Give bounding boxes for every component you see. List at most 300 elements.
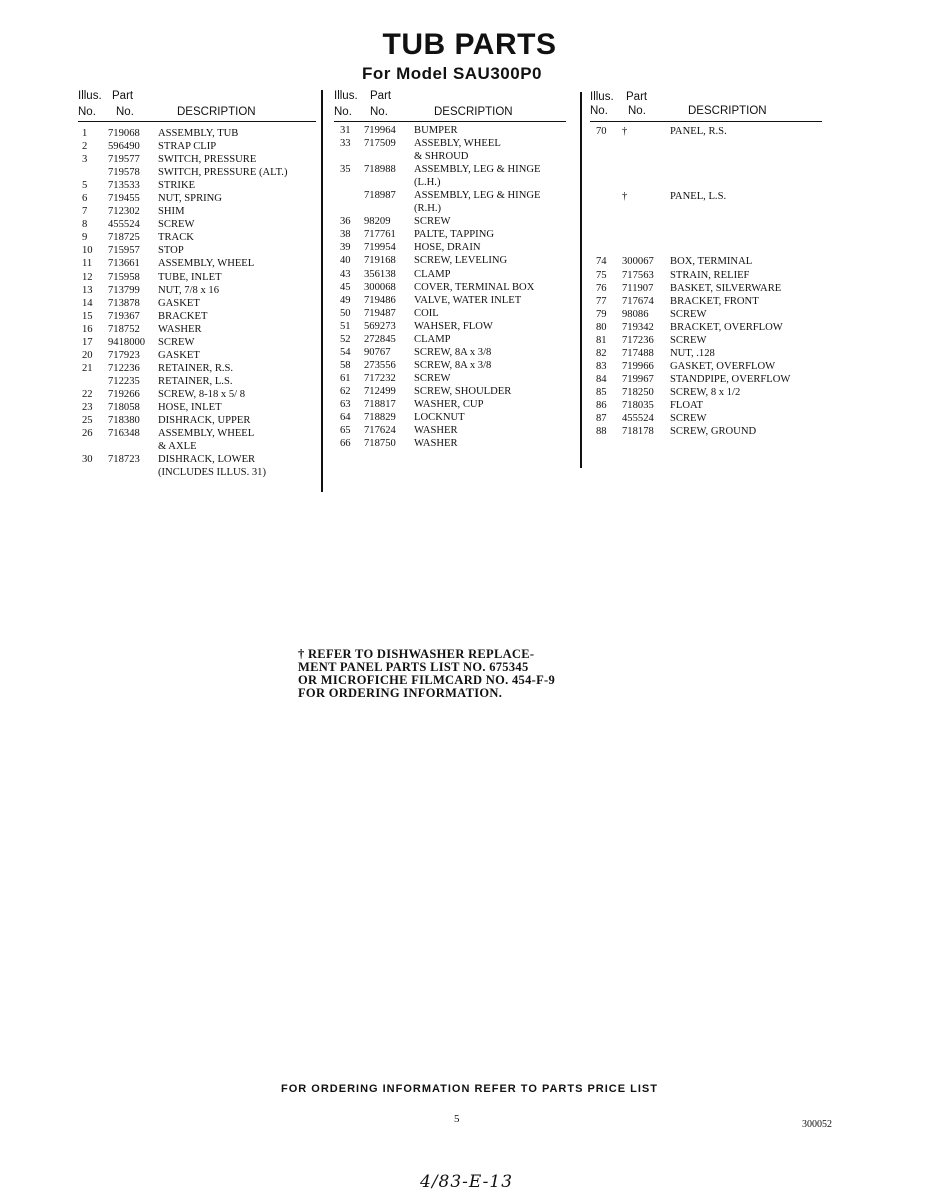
illus-number: 14	[82, 297, 93, 309]
table-row	[334, 177, 574, 190]
table-row	[78, 298, 318, 311]
part-number: 719068	[108, 128, 140, 139]
illus-number: 64	[340, 412, 351, 424]
part-description: WAHSER, FLOW	[414, 320, 493, 332]
part-number: 712235	[108, 375, 140, 387]
part-description: SCREW, 8A x 3/8	[414, 359, 492, 371]
header-part: Part	[370, 90, 392, 102]
illus-number: 58	[340, 359, 351, 371]
table-row	[590, 126, 830, 139]
illus-number: 36	[340, 216, 351, 228]
part-description: WASHER, CUP	[414, 398, 484, 410]
part-number: 719455	[108, 193, 140, 205]
header-description: DESCRIPTION	[177, 106, 256, 118]
part-number: 717488	[622, 347, 654, 359]
part-number: 717674	[622, 295, 654, 307]
part-description: STRAP CLIP	[158, 141, 217, 153]
table-row	[590, 413, 830, 426]
illus-number: 62	[340, 385, 351, 397]
table-row	[78, 337, 318, 350]
part-description: PALTE, TAPPING	[414, 229, 494, 241]
header-illus: Illus.	[590, 91, 614, 103]
parts-column-3	[590, 88, 830, 439]
illus-number: 16	[82, 323, 93, 335]
part-description: (R.H.)	[414, 203, 442, 215]
part-description: WASHER	[158, 323, 202, 335]
part-description: NUT, 7/8 x 16	[158, 284, 220, 296]
part-number: †	[622, 126, 628, 137]
table-row	[78, 350, 318, 363]
table-row	[78, 324, 318, 337]
part-number: 718380	[108, 415, 140, 427]
part-number: 712236	[108, 362, 140, 374]
part-description: COVER, TERMINAL BOX	[414, 281, 535, 293]
part-description: CLAMP	[414, 268, 451, 280]
illus-number: 7	[82, 206, 88, 218]
part-description: BRACKET, FRONT	[670, 295, 759, 307]
illus-number: 38	[340, 229, 351, 241]
illus-number: 88	[596, 426, 607, 438]
header-part-no: No.	[370, 106, 388, 118]
part-number: 718058	[108, 401, 140, 413]
table-row	[590, 296, 830, 309]
part-number: 273556	[364, 359, 396, 371]
illus-number: 20	[82, 349, 93, 361]
part-description: SWITCH, PRESSURE (ALT.)	[158, 167, 288, 179]
illus-number: 40	[340, 255, 351, 267]
illus-number: 61	[340, 372, 351, 384]
part-description: STANDPIPE, OVERFLOW	[670, 373, 791, 385]
illus-number: 80	[596, 321, 607, 333]
table-row	[590, 283, 830, 296]
ordering-footer: FOR ORDERING INFORMATION REFER TO PARTS PRICE LIST	[281, 1083, 658, 1095]
column-header	[590, 88, 830, 122]
table-row	[334, 216, 574, 229]
table-row	[590, 139, 830, 152]
illus-number: 21	[82, 362, 93, 374]
table-row	[590, 191, 830, 204]
part-number: 569273	[364, 320, 396, 332]
header-part-no: No.	[116, 106, 134, 118]
illus-number: 43	[340, 268, 351, 280]
header-rule	[590, 121, 822, 123]
table-row	[78, 467, 318, 480]
part-description: BRACKET	[158, 310, 208, 322]
illus-number: 25	[82, 415, 93, 427]
part-description: WASHER	[414, 425, 458, 437]
table-row	[334, 373, 574, 386]
table-row	[78, 141, 318, 154]
illus-number: 30	[82, 454, 93, 466]
illus-number: 75	[596, 269, 607, 281]
header-part-no: No.	[628, 105, 646, 117]
part-description: DISHRACK, LOWER	[158, 454, 256, 466]
table-row	[334, 412, 574, 425]
illus-number: 17	[82, 336, 93, 348]
header-illus-no: No.	[334, 106, 352, 118]
part-number: 719577	[108, 154, 140, 166]
illus-number: 81	[596, 334, 607, 346]
part-number: 718829	[364, 412, 396, 424]
table-row	[78, 245, 318, 258]
part-number: 719367	[108, 310, 140, 322]
parts-column-1	[78, 88, 318, 480]
illus-number: 39	[340, 242, 351, 254]
illus-number: 85	[596, 386, 607, 398]
illus-number: 23	[82, 401, 93, 413]
part-description: (L.H.)	[414, 177, 441, 189]
part-description: ASSEMBLY, LEG & HINGE	[414, 190, 541, 202]
illus-number: 82	[596, 347, 607, 359]
table-row	[334, 386, 574, 399]
table-row	[334, 203, 574, 216]
part-description: PANEL, L.S.	[670, 191, 727, 203]
part-number: 718035	[622, 399, 654, 411]
part-number: 719578	[108, 167, 140, 179]
part-number: 719487	[364, 307, 396, 319]
illus-number: 15	[82, 310, 93, 322]
part-description: GASKET	[158, 349, 200, 361]
part-description: SCREW	[158, 336, 195, 348]
table-row	[590, 204, 830, 217]
table-row	[334, 295, 574, 308]
table-row	[78, 428, 318, 441]
part-number: 272845	[364, 333, 396, 345]
part-number: 719954	[364, 242, 396, 254]
part-number: 717232	[364, 372, 396, 384]
illus-number: 51	[340, 320, 351, 332]
table-row	[78, 376, 318, 389]
part-description: SCREW	[414, 216, 451, 228]
part-description: ASSEMBLY, WHEEL	[158, 428, 255, 440]
table-row	[590, 217, 830, 230]
table-row	[590, 374, 830, 387]
illus-number: 74	[596, 256, 607, 268]
parts-rows	[590, 126, 830, 439]
part-number: 719964	[364, 125, 396, 136]
part-number: 455524	[622, 413, 654, 425]
illus-number: 84	[596, 373, 607, 385]
parts-rows	[78, 128, 318, 480]
part-number: 90767	[364, 346, 391, 358]
header-illus: Illus.	[334, 90, 358, 102]
header-illus-no: No.	[78, 106, 96, 118]
part-description: BOX, TERMINAL	[670, 256, 753, 268]
part-number: 356138	[364, 268, 396, 280]
part-description: FLOAT	[670, 399, 703, 411]
table-row	[590, 400, 830, 413]
model-subtitle: For Model SAU300P0	[362, 64, 542, 83]
part-description: SCREW	[158, 219, 195, 231]
illus-number: 13	[82, 284, 93, 296]
part-number: 719967	[622, 373, 654, 385]
replacement-panel-note: † REFER TO DISHWASHER REPLACE- MENT PANEL PARTS LIST NO. 675345 OR MICROFICHE FILMCARD NO. 454-F-9 FOR ORDERING INFORMATION.	[298, 647, 556, 700]
illus-number: 35	[340, 164, 351, 176]
header-illus-no: No.	[590, 105, 608, 117]
part-number: 455524	[108, 219, 140, 231]
table-row	[334, 242, 574, 255]
part-number: †	[622, 191, 628, 203]
part-description: STRIKE	[158, 180, 196, 192]
part-number: 715958	[108, 271, 140, 283]
part-description: RETAINER, R.S.	[158, 362, 234, 374]
part-description: TUBE, INLET	[158, 271, 222, 283]
part-description: BRACKET, OVERFLOW	[670, 321, 783, 333]
part-number: 718752	[108, 323, 140, 335]
table-row	[78, 167, 318, 180]
illus-number: 70	[596, 126, 607, 137]
part-number: 718723	[108, 454, 140, 466]
part-description: SCREW, 8 x 1/2	[670, 386, 741, 398]
table-row	[334, 282, 574, 295]
part-description: NUT, .128	[670, 347, 715, 359]
part-number: 719342	[622, 321, 654, 333]
table-row	[78, 128, 318, 141]
part-description: ASSEMBLY, LEG & HINGE	[414, 164, 541, 176]
page-number: 5	[454, 1113, 460, 1125]
illus-number: 12	[82, 271, 93, 283]
table-row	[334, 425, 574, 438]
part-description: (INCLUDES ILLUS. 31)	[158, 467, 266, 479]
table-row	[334, 125, 574, 138]
table-row	[590, 230, 830, 243]
table-row	[334, 269, 574, 282]
page-title: TUB PARTS	[382, 28, 557, 61]
part-description: STRAIN, RELIEF	[670, 269, 750, 281]
handwritten-code: 4/83-E-13	[420, 1172, 514, 1192]
header-illus: Illus.	[78, 90, 102, 102]
part-description: SCREW	[670, 308, 707, 320]
part-number: 719966	[622, 360, 654, 372]
header-part: Part	[112, 90, 134, 102]
part-description: COIL	[414, 307, 439, 319]
part-description: & SHROUD	[414, 151, 469, 163]
part-description: PANEL, R.S.	[670, 126, 727, 137]
table-row	[334, 255, 574, 268]
illus-number: 6	[82, 193, 88, 205]
table-row	[590, 322, 830, 335]
illus-number: 63	[340, 398, 351, 410]
table-row	[590, 165, 830, 178]
part-description: SCREW	[670, 334, 707, 346]
table-row	[78, 272, 318, 285]
part-description: SCREW, LEVELING	[414, 255, 508, 267]
table-row	[78, 219, 318, 232]
part-description: SCREW, SHOULDER	[414, 385, 512, 397]
header-rule	[78, 121, 316, 123]
part-number: 717509	[364, 138, 396, 150]
illus-number: 2	[82, 141, 88, 153]
part-number: 718987	[364, 190, 396, 202]
table-row	[334, 151, 574, 164]
part-number: 712499	[364, 385, 396, 397]
table-row	[334, 321, 574, 334]
part-number: 98209	[364, 216, 391, 228]
part-number: 719168	[364, 255, 396, 267]
part-number: 718750	[364, 438, 396, 450]
illus-number: 31	[340, 125, 351, 136]
table-row	[78, 441, 318, 454]
illus-number: 10	[82, 245, 93, 257]
table-row	[334, 360, 574, 373]
part-description: SCREW, GROUND	[670, 426, 757, 438]
part-number: 718178	[622, 426, 654, 438]
part-description: BASKET, SILVERWARE	[670, 282, 782, 294]
column-divider	[321, 90, 323, 492]
table-row	[78, 232, 318, 245]
part-number: 712302	[108, 206, 140, 218]
header-part: Part	[626, 91, 648, 103]
table-row	[334, 438, 574, 451]
part-description: ASSEBLY, WHEEL	[414, 138, 501, 150]
part-number: 713533	[108, 180, 140, 192]
document-number: 300052	[802, 1119, 832, 1130]
table-row	[78, 389, 318, 402]
illus-number: 87	[596, 413, 607, 425]
part-description: TRACK	[158, 232, 194, 244]
illus-number: 1	[82, 128, 88, 139]
part-description: SCREW	[670, 413, 707, 425]
illus-number: 9	[82, 232, 88, 244]
illus-number: 76	[596, 282, 607, 294]
part-description: & AXLE	[158, 441, 197, 453]
part-number: 717761	[364, 229, 396, 241]
table-row	[590, 335, 830, 348]
part-description: DISHRACK, UPPER	[158, 415, 251, 427]
table-row	[78, 206, 318, 219]
part-number: 715957	[108, 245, 140, 257]
table-row	[78, 402, 318, 415]
table-row	[590, 256, 830, 269]
table-row	[334, 229, 574, 242]
table-row	[590, 243, 830, 256]
illus-number: 49	[340, 294, 351, 306]
part-description: VALVE, WATER INLET	[414, 294, 522, 306]
table-row	[78, 154, 318, 167]
part-description: HOSE, DRAIN	[414, 242, 481, 254]
illus-number: 83	[596, 360, 607, 372]
column-divider	[580, 92, 582, 468]
table-row	[78, 454, 318, 467]
part-description: HOSE, INLET	[158, 401, 222, 413]
part-description: RETAINER, L.S.	[158, 375, 233, 387]
table-row	[334, 190, 574, 203]
illus-number: 3	[82, 154, 88, 166]
part-number: 718725	[108, 232, 140, 244]
table-row	[590, 426, 830, 439]
part-number: 717923	[108, 349, 140, 361]
table-row	[590, 387, 830, 400]
header-description: DESCRIPTION	[434, 106, 513, 118]
column-header	[78, 88, 318, 122]
header-description: DESCRIPTION	[688, 105, 767, 117]
header-rule	[334, 121, 566, 123]
part-number: 716348	[108, 428, 140, 440]
table-row	[78, 285, 318, 298]
part-description: STOP	[158, 245, 184, 257]
part-description: SHIM	[158, 206, 185, 218]
table-row	[590, 348, 830, 361]
part-number: 717624	[364, 425, 396, 437]
illus-number: 5	[82, 180, 88, 192]
part-description: GASKET, OVERFLOW	[670, 360, 776, 372]
part-description: ASSEMBLY, TUB	[158, 128, 239, 139]
table-row	[590, 152, 830, 165]
part-description: CLAMP	[414, 333, 451, 345]
table-row	[78, 415, 318, 428]
part-number: 300068	[364, 281, 396, 293]
part-number: 711907	[622, 282, 654, 294]
illus-number: 8	[82, 219, 88, 231]
illus-number: 77	[596, 295, 607, 307]
table-row	[590, 178, 830, 191]
part-number: 300067	[622, 256, 654, 268]
part-number: 718250	[622, 386, 654, 398]
part-description: ASSEMBLY, WHEEL	[158, 258, 255, 270]
illus-number: 26	[82, 428, 93, 440]
part-description: SCREW	[414, 372, 451, 384]
parts-rows	[334, 125, 574, 451]
table-row	[78, 311, 318, 324]
column-header	[334, 88, 574, 122]
illus-number: 11	[82, 258, 93, 270]
table-row	[78, 363, 318, 376]
table-row	[78, 180, 318, 193]
part-number: 717563	[622, 269, 654, 281]
part-number: 713661	[108, 258, 140, 270]
part-number: 596490	[108, 141, 140, 153]
illus-number: 54	[340, 346, 351, 358]
part-number: 719266	[108, 388, 140, 400]
part-number: 718988	[364, 164, 396, 176]
part-number: 717236	[622, 334, 654, 346]
part-description: LOCKNUT	[414, 412, 465, 424]
table-row	[334, 308, 574, 321]
part-number: 98086	[622, 308, 649, 320]
table-row	[590, 309, 830, 322]
part-description: BUMPER	[414, 125, 458, 136]
table-row	[334, 347, 574, 360]
illus-number: 86	[596, 399, 607, 411]
part-number: 713878	[108, 297, 140, 309]
illus-number: 22	[82, 388, 93, 400]
table-row	[78, 258, 318, 271]
table-row	[590, 361, 830, 374]
illus-number: 79	[596, 308, 607, 320]
part-description: WASHER	[414, 438, 458, 450]
part-description: SCREW, 8-18 x 5/ 8	[158, 388, 246, 400]
part-number: 9418000	[108, 336, 146, 348]
part-number: 719486	[364, 294, 396, 306]
parts-column-2	[334, 88, 574, 451]
illus-number: 50	[340, 307, 351, 319]
part-number: 713799	[108, 284, 140, 296]
table-row	[78, 193, 318, 206]
illus-number: 65	[340, 425, 351, 437]
illus-number: 52	[340, 333, 351, 345]
part-description: SWITCH, PRESSURE	[158, 154, 257, 166]
illus-number: 45	[340, 281, 351, 293]
part-description: GASKET	[158, 297, 200, 309]
table-row	[334, 334, 574, 347]
table-row	[334, 399, 574, 412]
part-number: 718817	[364, 398, 396, 410]
table-row	[590, 270, 830, 283]
table-row	[334, 164, 574, 177]
table-row	[334, 138, 574, 151]
part-description: SCREW, 8A x 3/8	[414, 346, 492, 358]
illus-number: 66	[340, 438, 351, 450]
